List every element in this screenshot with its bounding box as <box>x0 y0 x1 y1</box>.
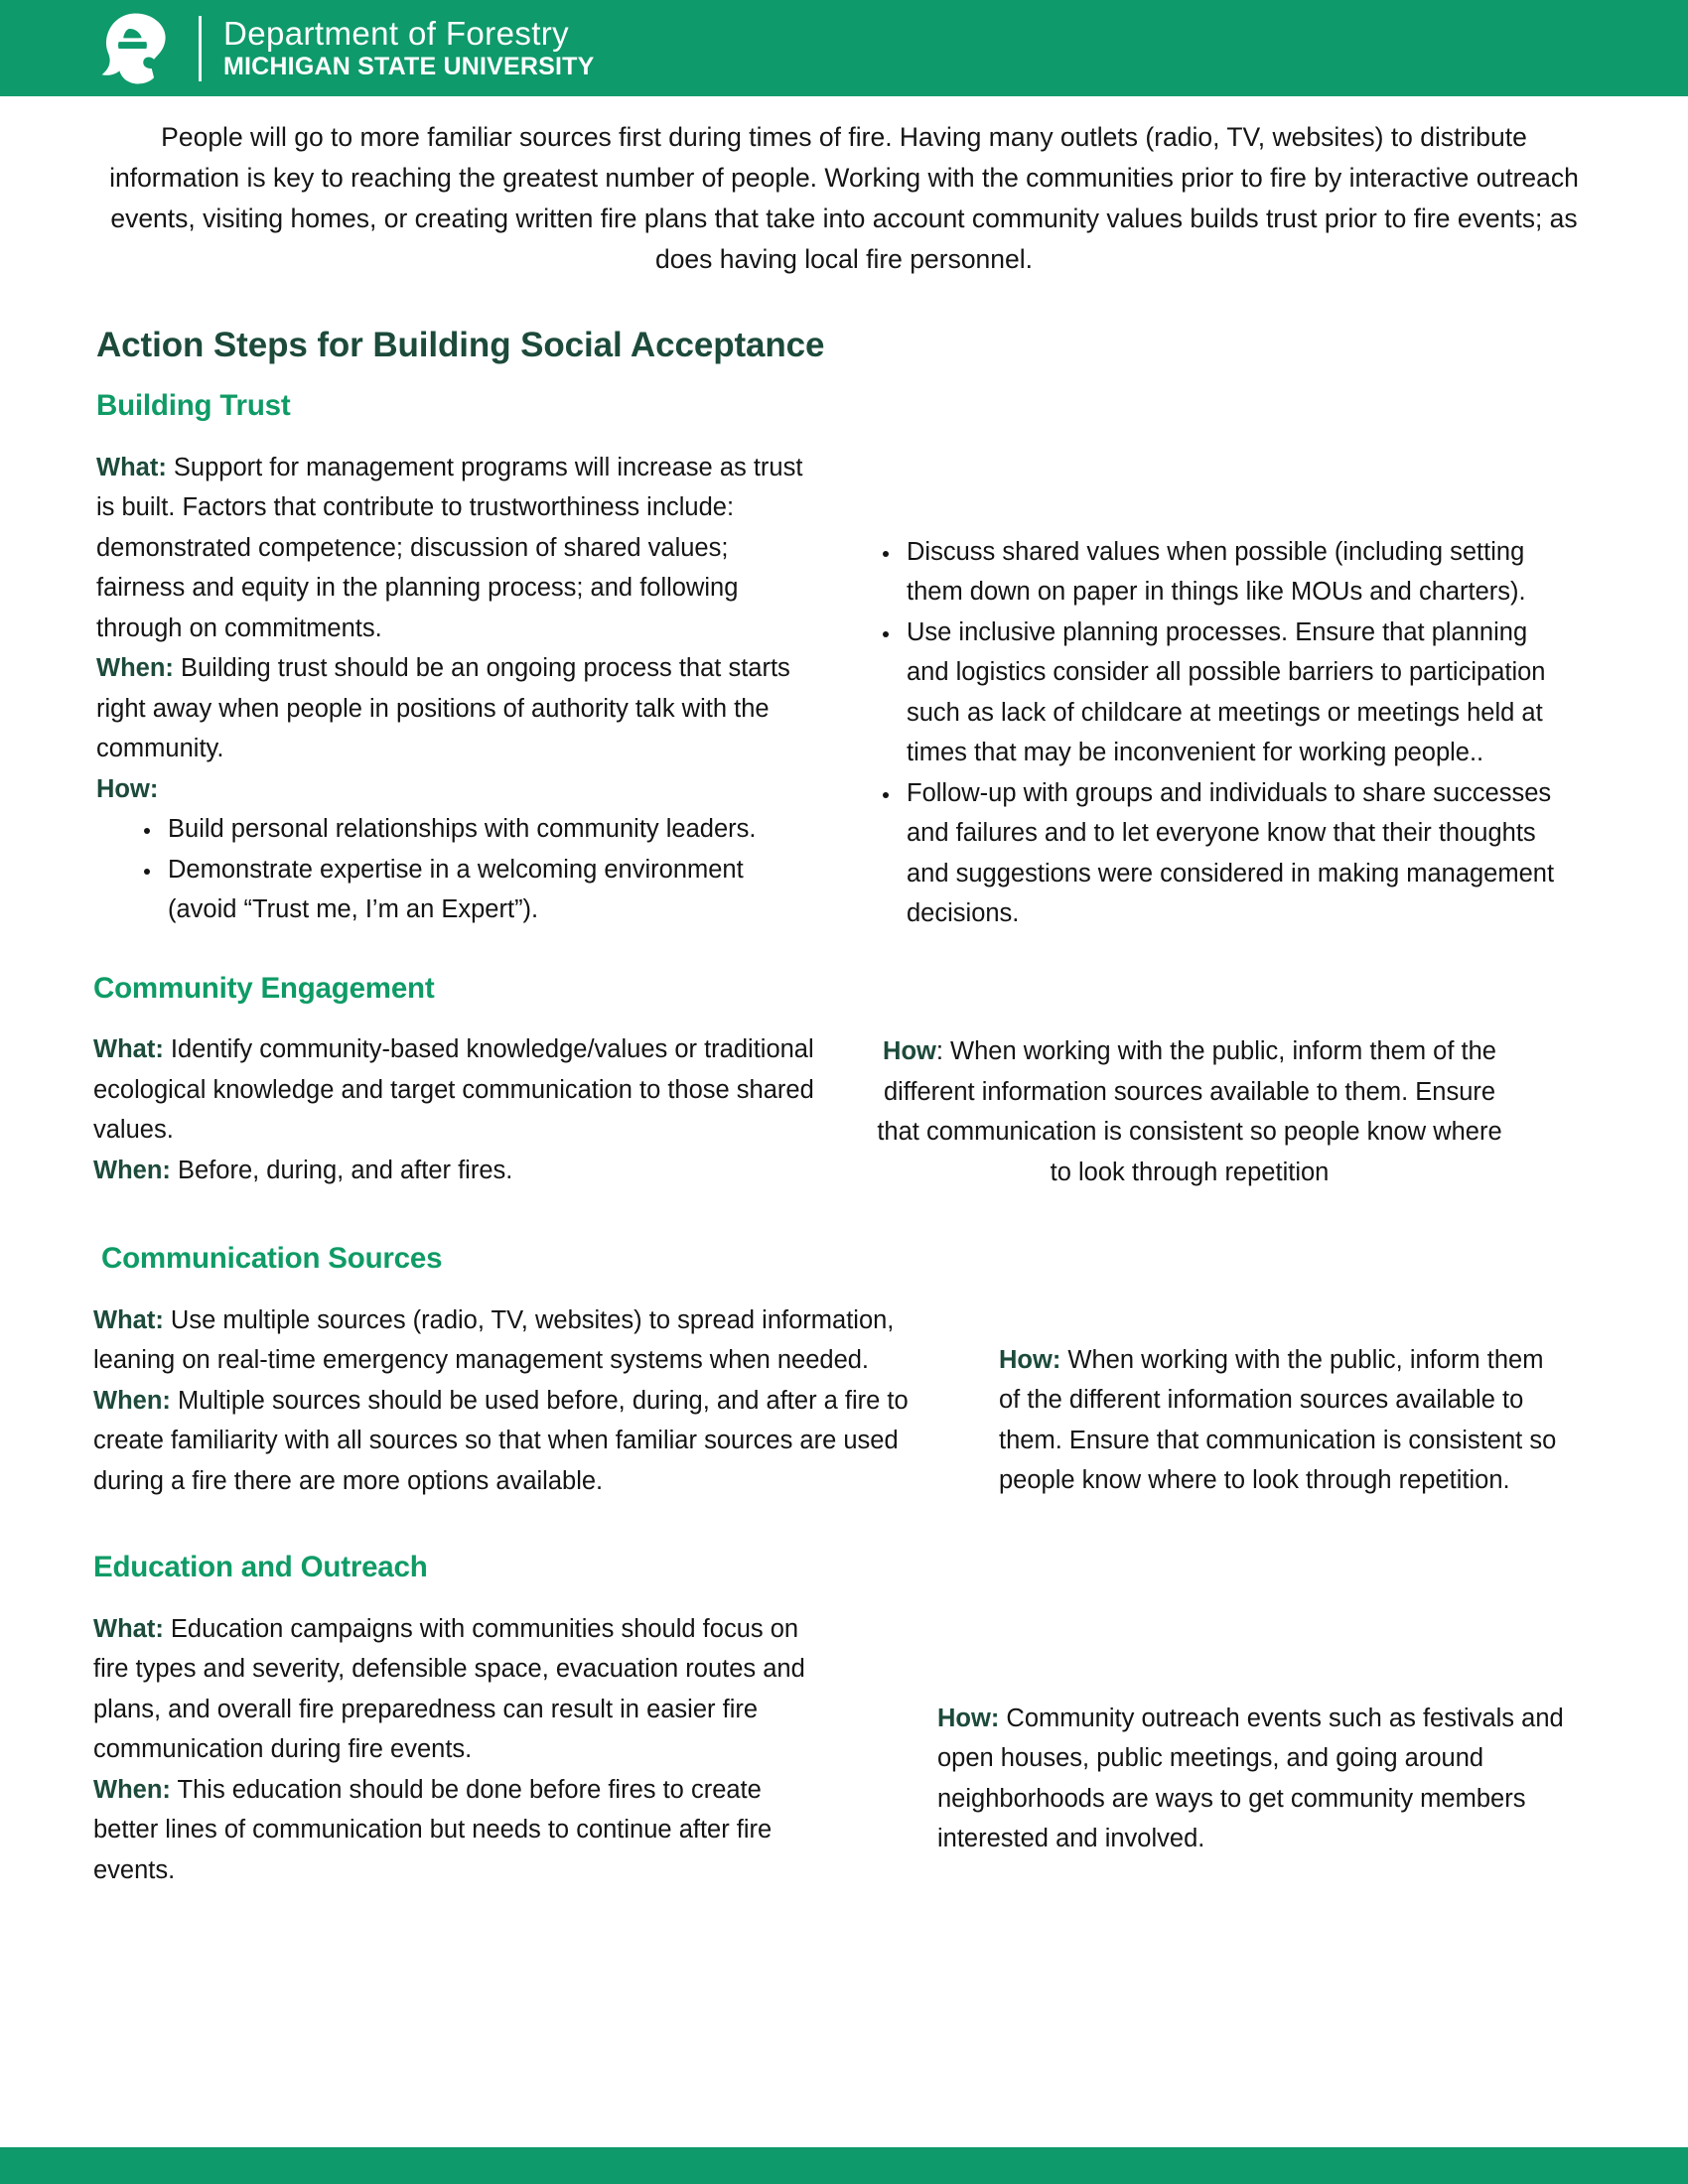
how-paragraph <box>872 1031 1507 1192</box>
when-label: When: <box>93 1156 171 1184</box>
section-communication-sources <box>0 1242 1688 1501</box>
column-right <box>999 1300 1565 1501</box>
when-text: Before, during, and after fires. <box>170 1156 513 1184</box>
page-body <box>0 96 1688 1890</box>
two-column-layout <box>0 1300 1688 1502</box>
list-item: Discuss shared values when possible (including setting them down on paper in things like MOUs and charters). <box>881 532 1560 613</box>
what-text: Identify community-based knowledge/values or traditional ecological knowledge and target communication to those shared values. <box>93 1035 814 1145</box>
section-building-trust <box>0 389 1688 933</box>
what-paragraph <box>93 1300 967 1381</box>
what-text: Education campaigns with communities should focus on fire types and severity, defensible space, evacuation routes and plans, and overall fire preparedness can result in easier fire communication during fire events. <box>93 1614 805 1764</box>
column-right <box>865 448 1560 934</box>
page-header <box>0 0 1688 96</box>
university-name: MICHIGAN STATE UNIVERSITY <box>223 53 595 80</box>
how-bullet-list-right <box>865 532 1560 934</box>
section-community-engagement <box>0 972 1688 1192</box>
how-text: : When working with the public, inform them of the different information sources available to them. Ensure that communication is consistent so people know where to look through repetition <box>877 1037 1502 1186</box>
when-paragraph <box>93 1381 967 1502</box>
column-left <box>93 1300 967 1502</box>
list-item: Build personal relationships with community leaders. <box>142 809 811 850</box>
list-item: Follow-up with groups and individuals to share successes and failures and to let everyone know that their thoughts and suggestions were considered in making management decisions. <box>881 773 1560 934</box>
column-left <box>96 448 811 930</box>
column-left <box>93 1029 818 1190</box>
what-label: What: <box>93 1305 164 1334</box>
how-paragraph <box>937 1699 1573 1859</box>
column-left <box>93 1609 828 1891</box>
section-title-education-outreach: Education and Outreach <box>93 1551 428 1584</box>
when-paragraph <box>93 1770 828 1891</box>
when-paragraph <box>93 1151 818 1191</box>
spartan-helmet-icon <box>95 12 173 85</box>
how-paragraph <box>999 1340 1565 1501</box>
logo-text <box>223 17 595 79</box>
column-right <box>937 1609 1573 1859</box>
what-paragraph <box>93 1609 828 1770</box>
page-footer <box>0 2147 1688 2184</box>
intro-paragraph: People will go to more familiar sources first during times of fire. Having many outlets (radio, TV, websites) to distribute information is key to reaching the greatest number of people. Working with the communities prior to fire by interactive outreach events, visiting homes, or creating written fire plans that take into account community values builds trust prior to fire events; as does having local fire personnel. <box>109 122 1579 274</box>
section-education-outreach <box>0 1551 1688 1890</box>
what-paragraph <box>96 448 811 649</box>
what-paragraph <box>93 1029 818 1151</box>
when-text: This education should be done before fires to create better lines of communication but needs to continue after fire events. <box>93 1775 773 1884</box>
what-text: Support for management programs will increase as trust is built. Factors that contribute to trustworthiness include: demonstrated competence; discussion of shared values; fairness and equity in the planning process; and following through on commitments. <box>96 453 803 642</box>
how-label: How: <box>96 774 159 803</box>
when-label: When: <box>96 654 174 683</box>
two-column-layout <box>0 1609 1688 1891</box>
section-title-community-engagement: Community Engagement <box>93 971 435 1005</box>
when-text: Building trust should be an ongoing process that starts right away when people in positions of authority talk with the community. <box>96 654 790 763</box>
what-label: What: <box>93 1614 164 1643</box>
section-title-building-trust: Building Trust <box>96 389 291 423</box>
column-right <box>872 1029 1507 1192</box>
what-label: What: <box>96 453 167 481</box>
two-column-layout <box>0 448 1688 934</box>
what-text: Use multiple sources (radio, TV, websites) to spread information, leaning on real-time emergency management systems when needed. <box>93 1305 895 1375</box>
department-name: Department of Forestry <box>223 15 570 52</box>
how-label: How: <box>999 1345 1061 1374</box>
logo-divider <box>199 16 202 81</box>
page-title: Action Steps for Building Social Acceptance <box>96 326 825 364</box>
when-text: Multiple sources should be used before, during, and after a fire to create familiarity with all sources so that when familiar sources are used during a fire there are more options available. <box>93 1386 909 1495</box>
how-text: When working with the public, inform them of the different information sources available to them. Ensure that communication is consistent so people know where to look through repetition. <box>999 1345 1557 1495</box>
list-item: Demonstrate expertise in a welcoming environment (avoid “Trust me, I’m an Expert”). <box>142 850 811 930</box>
what-label: What: <box>93 1035 164 1064</box>
how-label: How: <box>937 1704 1000 1732</box>
when-label: When: <box>93 1775 171 1804</box>
how-text: Community outreach events such as festivals and open houses, public meetings, and going around neighborhoods are ways to get community members interested and involved. <box>937 1704 1564 1853</box>
two-column-layout <box>0 1029 1688 1192</box>
how-paragraph <box>96 769 811 810</box>
when-label: When: <box>93 1386 171 1415</box>
list-item: Use inclusive planning processes. Ensure that planning and logistics consider all possible barriers to participation such as lack of childcare at meetings or meetings held at times that may be inconvenient for working people.. <box>881 613 1560 773</box>
how-bullet-list-left <box>96 809 811 930</box>
when-paragraph <box>96 648 811 769</box>
how-label: How <box>883 1037 936 1066</box>
msu-forestry-logo <box>95 12 595 85</box>
section-title-communication-sources: Communication Sources <box>101 1242 443 1276</box>
